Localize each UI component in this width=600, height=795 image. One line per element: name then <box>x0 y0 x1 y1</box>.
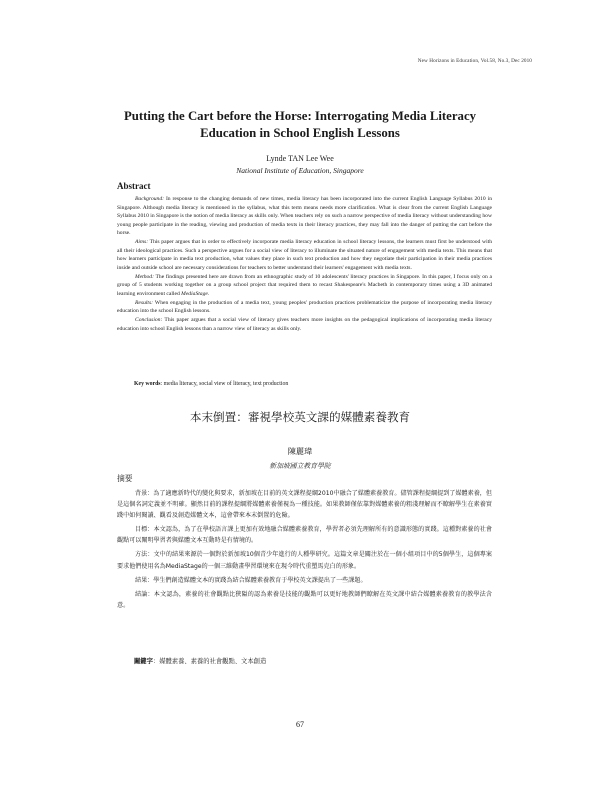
chinese-background: 背景：為了適應新時代的變化與要求，新加坡在目前的英文課程提綱2010中融合了媒體素養教育。儘管課程提綱提到了媒體素養，但是這個名詞定義並不明確。顯然目前的課程提綱將媒體素養僅視為一種技能。如果教師僅依靠對媒體素養的粗淺理解而不瞭解學生在素養實踐中如何閱讀、觀看及創造媒體文本，這會帶來本末倒置的危險。 <box>117 490 492 520</box>
running-head: New Horizons in Education, Vol.58, No.3, Dec 2010 <box>417 58 532 64</box>
abstract-background <box>117 195 492 238</box>
title-line-2: Education in School English Lessons <box>200 126 400 140</box>
chinese-keywords-label: 關鍵字 <box>134 658 153 665</box>
conclusion-label: Conclusion: <box>135 317 163 323</box>
paper-title <box>100 108 500 142</box>
chinese-method: 方法：文中的結果來源於一個對於新加坡10個青少年進行的人種學研究。這篇文章是關注於在一個小組項目中的5個學生，這個專案要求他們使用名為MediaStage的一個三維動畫學習環境來在現今時代重塑馬克白的形象。 <box>117 551 492 570</box>
background-text: In response to the changing demands of new times, media literacy has been incorporated into the current English Language Syllabus 2010 in Singapore. Although media literacy is mentioned in the syllabus, what this term means needs more clarification. What is clear from the current English Language Syllabus 2010 in Singapore is the notion of media literacy as skills only. When teachers rely on such a narrow perspective of media literacy without understanding how young people participate in the reading, viewing and production of media texts in their literacy practices, they may fall into the danger of putting the cart before the horse. <box>117 196 492 236</box>
author-affiliation: National Institute of Education, Singapore <box>236 166 364 175</box>
chinese-aims: 目標：本文認為，為了在學校語言課上更加有效地融合媒體素養教育，學習者必須先理解所有的意識形態的實踐。這種對素養的社會觀點可以闡明學習者與媒體文本互動時是有情境的。 <box>117 526 492 545</box>
chinese-keywords <box>134 656 266 665</box>
chinese-title: 本末倒置：審視學校英文課的媒體素養教育 <box>189 410 411 424</box>
aims-label: Aims: <box>135 239 149 245</box>
results-label: Results: <box>135 299 154 306</box>
results-text: When engaging in the production of a media text, young peoples' production practices problematicize the purpose of incorporating media literacy education into the school English lessons. <box>117 299 492 314</box>
keywords-label: Key words <box>134 381 161 387</box>
english-keywords <box>134 381 288 387</box>
chinese-affiliation: 新加坡國立教育學院 <box>269 462 331 470</box>
abstract-conclusion <box>117 316 492 333</box>
aims-text: This paper argues that in order to effectively incorporate media literacy education in school literacy lessons, the learners must first be understood with all their ideological practices. Such a perspective argues for a social view of literacy to illuminate the situated nature of engagement with media texts. This means that how learners participate in media text production, what values they place in such text production and how they negotiate their participation in their media practices inside and outside school are necessary considerations for teachers to better understand their learners' engagement with media texts. <box>117 239 492 271</box>
chinese-results: 結果：學生們創造媒體文本的實踐為結合媒體素養教育于學校英文課提出了一些課題。 <box>135 576 367 584</box>
conclusion-text: This paper argues that a social view of literacy gives teachers more insights on the pedagogical implications of incorporating media literacy education into school English lessons than a narrow view of literacy as skills only. <box>117 317 492 332</box>
method-mediastage: MediaStage <box>181 290 208 297</box>
abstract-method <box>117 273 492 299</box>
english-abstract <box>117 195 492 333</box>
chinese-abstract-heading: 摘要 <box>117 474 133 483</box>
author-name: Lynde TAN Lee Wee <box>266 154 334 163</box>
abstract-heading: Abstract <box>117 181 151 191</box>
page-number: 67 <box>296 720 304 729</box>
chinese-author: 陳麗瑋 <box>287 446 313 456</box>
method-label: Method: <box>135 273 154 280</box>
chinese-keywords-text: ：媒體素養、素養的社會觀點、文本創造 <box>152 658 267 665</box>
keywords-text: : media literacy, social view of literacy, text production <box>160 381 289 387</box>
background-label: Background: <box>135 196 164 202</box>
chinese-abstract <box>117 488 492 611</box>
method-text-end: . <box>207 290 210 297</box>
abstract-results <box>117 299 492 316</box>
chinese-conclusion: 結論：本文認為，素養的社會觀點比狹隘的認為素養是技能的觀點可以更好地教師們瞭解在英文課中結合媒體素養教育的教學法含意。 <box>117 590 492 609</box>
abstract-aims <box>117 238 492 272</box>
method-text: The findings presented here are drawn from an ethnographic study of 10 adolescents' literacy practices in Singapore. In this paper, I focus only on a group of 5 students working together on a group school project that required them to recast Shakespeare's Macbeth in contemporary times using a 3D animated learning environment called <box>117 273 492 297</box>
title-line-1: Putting the Cart before the Horse: Interrogating Media Literacy <box>123 109 477 123</box>
